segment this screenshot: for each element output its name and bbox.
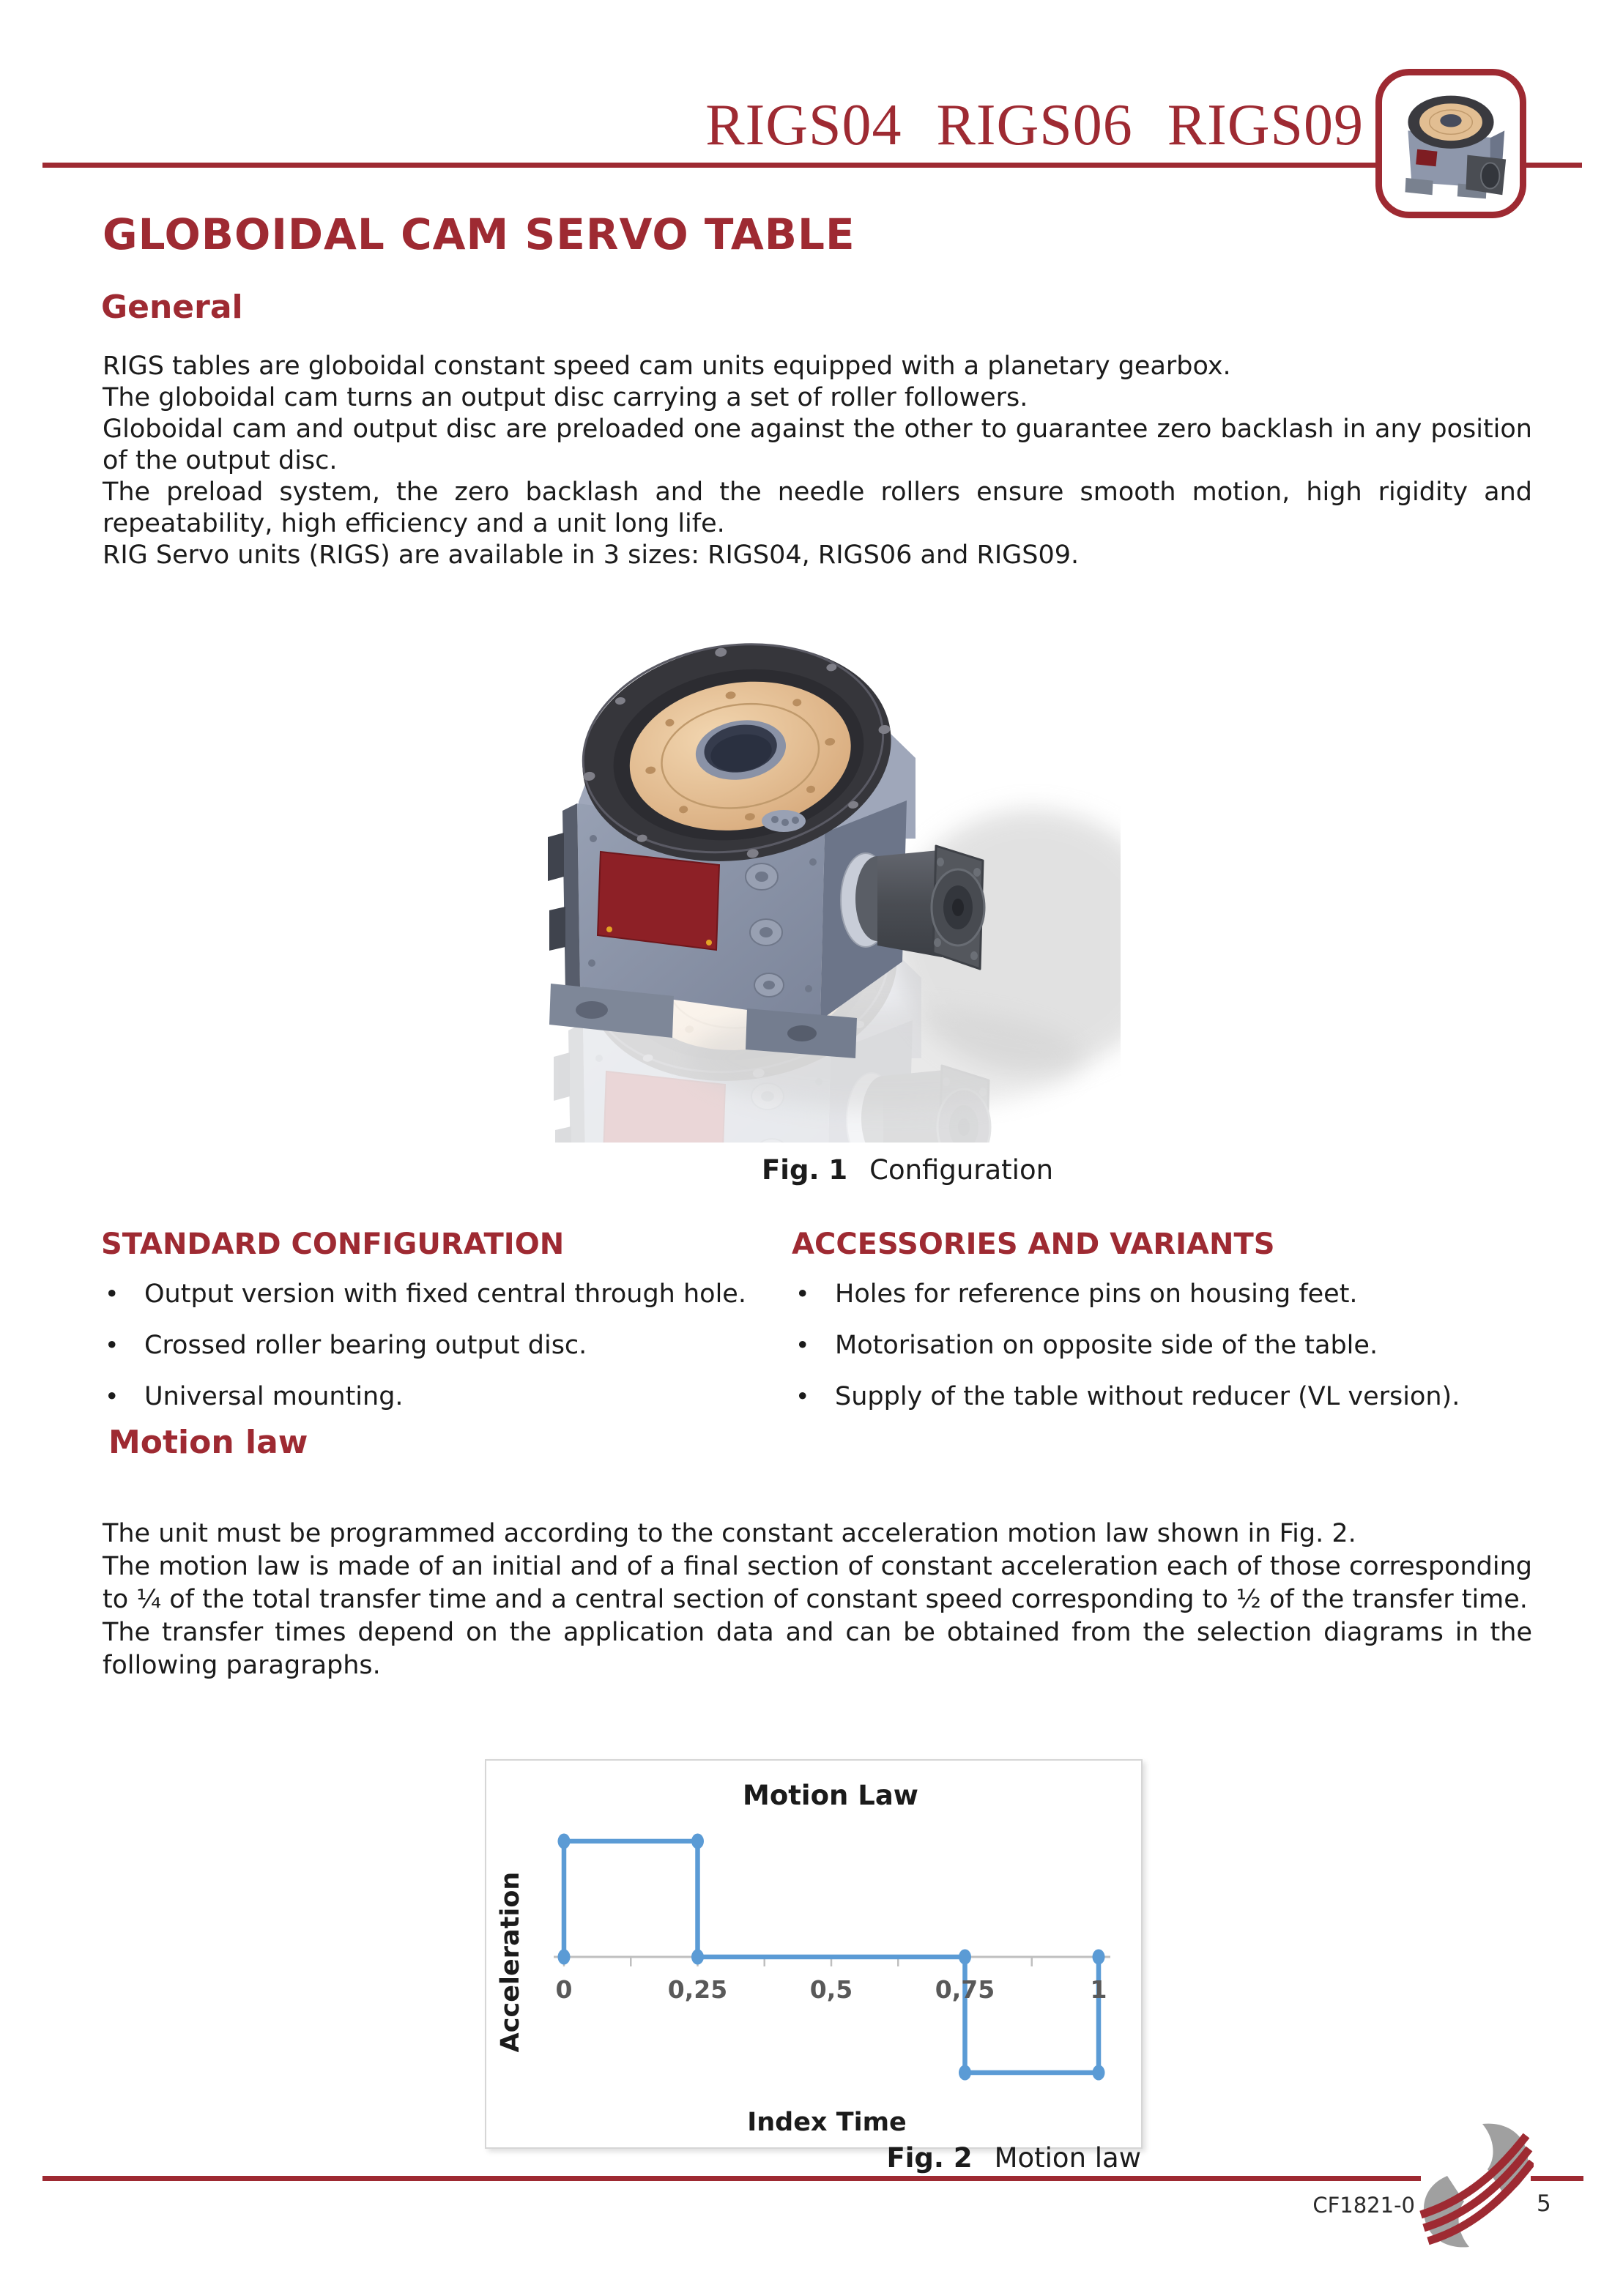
x-tick-label: 1 — [1090, 1975, 1107, 2004]
bullet-icon: • — [795, 1279, 810, 1308]
figure-2-caption — [886, 2142, 1141, 2174]
header-divider — [42, 163, 1582, 168]
list-item-text: Holes for reference pins on housing feet. — [835, 1279, 1358, 1309]
list-item — [105, 1279, 808, 1309]
bullet-icon: • — [795, 1382, 810, 1411]
figure-1-image — [505, 619, 1121, 1143]
footer-divider — [42, 2176, 1421, 2181]
list-item-text: Motorisation on opposite side of the table. — [835, 1331, 1378, 1360]
data-point-marker — [1093, 2065, 1105, 2081]
list-item-text: Output version with fixed central through hole. — [144, 1279, 746, 1309]
figure-2-text: Motion law — [994, 2142, 1141, 2174]
motion-law-paragraphs — [103, 1517, 1532, 1682]
header-product-thumbnail — [1375, 69, 1526, 218]
data-point-marker — [558, 1950, 571, 1965]
figure-1-text: Configuration — [869, 1154, 1054, 1186]
chart-title: Motion Law — [743, 1780, 918, 1811]
x-tick-label: 0,5 — [809, 1975, 853, 2004]
bullet-icon: • — [105, 1331, 119, 1359]
list-item — [105, 1330, 808, 1361]
list-item — [795, 1279, 1535, 1309]
accessories-variants-list — [795, 1279, 1535, 1433]
standard-configuration-heading: STANDARD CONFIGURATION — [101, 1227, 565, 1261]
x-tick-label: 0,75 — [935, 1975, 995, 2004]
y-axis-label: Acceleration — [496, 1871, 525, 2053]
bullet-icon: • — [795, 1331, 810, 1359]
figure-2-chart — [485, 1759, 1143, 2149]
company-logo-icon — [1418, 2121, 1534, 2250]
paragraph: The preload system, the zero backlash and the needle rollers ensure smooth motion, high rigidity and repeatability, high efficiency and a unit long life. — [103, 478, 1532, 538]
paragraph: The globoidal cam turns an output disc carrying a set of roller followers. — [103, 383, 1028, 412]
section-motion-law-heading: Motion law — [108, 1424, 308, 1461]
list-item-text: Crossed roller bearing output disc. — [144, 1331, 587, 1360]
accessories-variants-heading: ACCESSORIES AND VARIANTS — [792, 1227, 1275, 1261]
product-thumbnail-image — [1390, 85, 1512, 202]
figure-2-label: Fig. 2 — [886, 2142, 973, 2174]
bullet-icon: • — [105, 1382, 119, 1411]
paragraph: The transfer times depend on the application data and can be obtained from the selection diagrams in the following paragraphs. — [103, 1618, 1532, 1680]
paragraph: Globoidal cam and output disc are preloaded one against the other to guarantee zero backlash in any position of the output disc. — [103, 415, 1532, 475]
x-axis-label: Index Time — [747, 2108, 907, 2137]
data-point-marker — [691, 1950, 704, 1965]
data-point-marker — [691, 1834, 704, 1849]
bullet-icon: • — [105, 1279, 119, 1308]
figure-1-caption — [762, 1154, 1053, 1186]
footer-divider — [1531, 2176, 1583, 2181]
document-code: CF1821-0 — [1312, 2193, 1415, 2218]
list-item — [795, 1381, 1535, 1412]
paragraph: RIG Servo units (RIGS) are available in 3 sizes: RIGS04, RIGS06 and RIGS09. — [103, 540, 1080, 570]
data-point-marker — [959, 2065, 971, 2081]
data-point-marker — [1093, 1950, 1105, 1965]
paragraph: RIGS tables are globoidal constant speed cam units equipped with a planetary gearbox. — [103, 352, 1231, 381]
page-number: 5 — [1537, 2191, 1551, 2217]
general-paragraphs — [103, 351, 1532, 571]
list-item — [795, 1330, 1535, 1361]
page-title: GLOBOIDAL CAM SERVO TABLE — [103, 209, 855, 259]
x-tick-label: 0,25 — [667, 1975, 728, 2004]
paragraph: The unit must be programmed according to the constant acceleration motion law shown in Fig. 2. — [103, 1519, 1356, 1548]
figure-1-label: Fig. 1 — [762, 1154, 848, 1186]
list-item — [105, 1381, 808, 1412]
list-item-text: Universal mounting. — [144, 1382, 404, 1411]
list-item-text: Supply of the table without reducer (VL version). — [835, 1382, 1460, 1411]
data-point-marker — [558, 1834, 571, 1849]
data-point-marker — [959, 1950, 971, 1965]
section-general-heading: General — [101, 289, 243, 326]
standard-configuration-list — [105, 1279, 808, 1433]
x-tick-label: 0 — [555, 1975, 573, 2004]
paragraph: The motion law is made of an initial and of a final section of constant acceleration each of those corresponding to ¼ of the total transfer time and a central section of constant speed corresponding to ½ of the transfer time. — [103, 1552, 1532, 1614]
header-model-names: RIGS04 RIGS06 RIGS09 — [705, 93, 1364, 157]
